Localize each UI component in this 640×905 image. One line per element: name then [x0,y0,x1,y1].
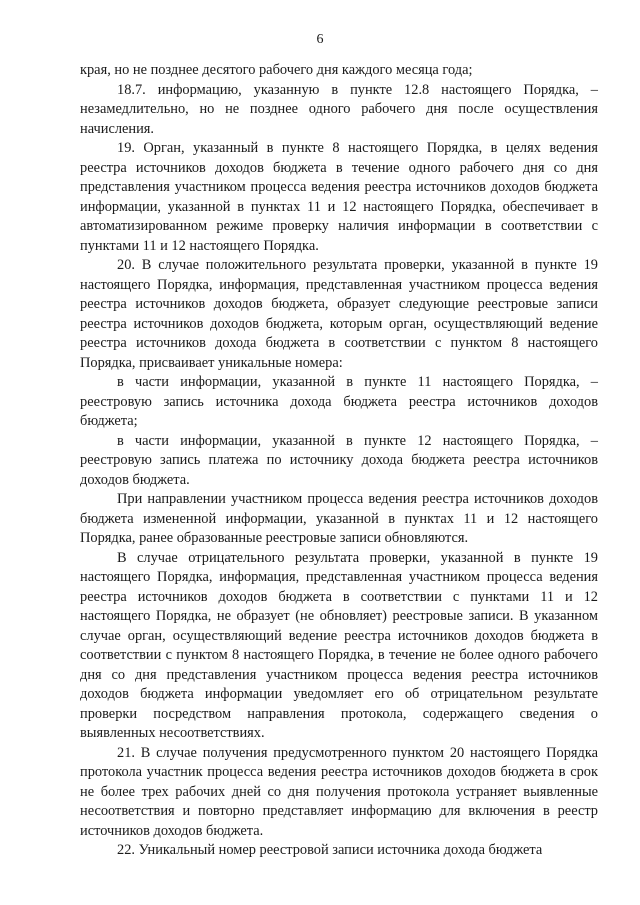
page-number: 6 [316,32,324,47]
document-body [80,61,598,861]
paragraph-20: 20. В случае положительного результата проверки, указанной в пункте 19 настоящего Порядка, информация, представленная участником процесса ведения реестра источников доходов бюджета, образует следующие реестровые записи реестра источников доходов бюджета, которым орган, осуществляющий ведение реестра источников дохода бюджета в соответствии с пунктом 8 настоящего Порядка, присваивает уникальные номера: [80,257,598,371]
paragraph-20-update: При направлении участником процесса ведения реестра источников доходов бюджета измененной информации, указанной в пунктах 11 и 12 настоящего Порядка, ранее образованные реестровые записи обновляются. [80,491,598,546]
paragraph-20-negative: В случае отрицательного результата проверки, указанной в пункте 19 настоящего Порядка, информация, представленная участником процесса ведения реестра источников доходов бюджета в соответствии с пунктами 11 и 12 настоящего Порядка, не образует (не обновляет) реестровые записи. В указанном случае орган, осуществляющий ведение реестра источников доходов бюджета в соответствии с пунктом 8 настоящего Порядка, в течение не более одного рабочего дня со дня представления участником процесса ведения реестра источников доходов бюджета информации уведомляет его об отрицательном результате проверки посредством направления протокола, содержащего сведения о выявленных несоответствиях. [80,549,598,741]
paragraph-22: 22. Уникальный номер реестровой записи источника дохода бюджета [117,842,543,858]
paragraph-18-7: 18.7. информацию, указанную в пункте 12.8 настоящего Порядка, – незамедлительно, но не позднее одного рабочего дня после осуществления начисления. [80,81,598,137]
paragraph-20-item-12: в части информации, указанной в пункте 12 настоящего Порядка, – реестровую запись платежа по источнику дохода бюджета реестра источников доходов бюджета. [80,432,598,488]
paragraph-continuation: края, но не позднее десятого рабочего дня каждого месяца года; [80,62,473,78]
paragraph-21: 21. В случае получения предусмотренного пунктом 20 настоящего Порядка протокола участник процесса ведения реестра источников доходов бюджета в срок не более трех рабочих дней со дня получения протокола устраняет выявленные несоответствия и повторно представляет информацию для включения в реестр источников доходов бюджета. [80,744,598,839]
paragraph-20-item-11: в части информации, указанной в пункте 11 настоящего Порядка, – реестровую запись источника дохода бюджета реестра источников доходов бюджета; [80,374,598,429]
paragraph-19: 19. Орган, указанный в пункте 8 настоящего Порядка, в целях ведения реестра источников доходов бюджета в течение одного рабочего дня со дня представления участником процесса ведения реестра источников доходов бюджета информации, указанной в пунктах 11 и 12 настоящего Порядка, обеспечивает в автоматизированном режиме проверку наличия информации в соответствии с пунктами 11 и 12 настоящего Порядка. [80,140,598,254]
